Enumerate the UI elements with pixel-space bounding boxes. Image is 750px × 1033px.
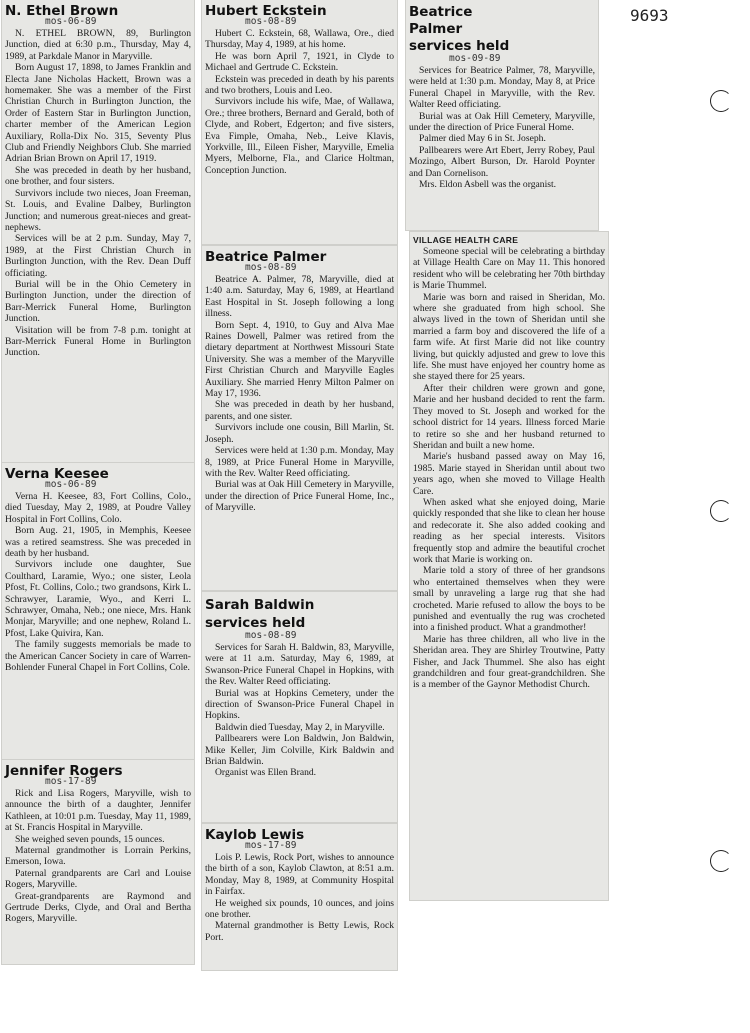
paragraph: Eckstein was preceded in death by his parents and two brothers, Louis and Leo. [205, 73, 394, 97]
clipping-title: Verna Keesee [5, 466, 109, 482]
paragraph: Burial will be in the Ohio Cemetery in Burlington Junction, under the direction of Barr-Merrick Funeral Home, Burlington Junction. [5, 278, 191, 325]
clipping-title: Jennifer Rogers [5, 763, 123, 779]
clipping-title: N. Ethel Brown [5, 3, 119, 19]
paragraph: Visitation will be from 7-8 p.m. tonight at Barr-Merrick Funeral Home in Burlington Junction. [5, 324, 191, 359]
paragraph: Marie told a story of three of her grandsons who entertained themselves when they were small by unraveling a large rug that she had crocheted. Marie refused to allow the boys to be punished and eventually the rug was crocheted into a finished product. What a grandmother! [413, 565, 605, 634]
handwritten-date: mos-17-89 [245, 840, 297, 851]
handwritten-date: mos-08-89 [245, 630, 297, 641]
paragraph: She was preceded in death by her husband, one brother, and four sisters. [5, 164, 191, 188]
paragraph: Great-grandparents are Raymond and Gertrude Derks, Clyde, and Oral and Bertha Rogers, Maryville. [5, 890, 191, 925]
paragraph: Organist was Ellen Brand. [215, 767, 317, 779]
clipping-sarah-baldwin [202, 592, 397, 822]
paragraph: Paternal grandparents are Carl and Louise Rogers, Maryville. [5, 867, 191, 891]
paragraph: Born Sept. 4, 1910, to Guy and Alva Mae Raines Dowell, Palmer was retired from the dietary department at Northwest Missouri State University. She was a member of the Maryville First Christian Church and Maryville Eagles Auxiliary. She married Henry Milton Palmer on May 17, 1936. [205, 319, 394, 400]
clipping-verna-keesee [2, 463, 194, 761]
paragraph: Burial was at Hopkins Cemetery, under the direction of Swanson-Price Funeral Chapel in Hopkins. [205, 687, 394, 722]
paragraph: Survivors include one cousin, Bill Marlin, St. Joseph. [205, 422, 394, 445]
paragraph: Born Aug. 21, 1905, in Memphis, Keesee was a retired seamstress. She was preceded in death by her husband. [5, 525, 191, 560]
handwritten-date: mos-06-89 [45, 479, 97, 490]
handwritten-date: mos-08-89 [245, 16, 297, 27]
paragraph: Services for Beatrice Palmer, 78, Maryville, were held at 1:30 p.m. Monday, May 8, at Price Funeral Chapel in Maryville, with the Rev. Walter Reed officiating. [409, 65, 595, 111]
paragraph: Palmer died May 6 in St. Joseph. [419, 133, 546, 145]
handwritten-date: mos-17-89 [45, 776, 97, 787]
binder-hole-bottom [710, 850, 732, 872]
paragraph: Verna H. Keesee, 83, Fort Collins, Colo., died Tuesday, May 2, 1989, at Poudre Valley Hospital in Fort Collins, Colo. [5, 491, 191, 525]
clipping-title: Beatrice Palmer [205, 249, 327, 265]
paragraph: Services were held at 1:30 p.m. Monday, May 8, 1989, at Price Funeral Home in Maryville, with the Rev. Walter Reed officiating. [205, 445, 394, 479]
paragraph: He weighed six pounds, 10 ounces, and joins one brother. [205, 897, 394, 921]
paragraph: Marie's husband passed away on May 16, 1985. Marie stayed in Sheridan until about two years ago, when she moved to Village Health Care. [413, 451, 605, 497]
handwritten-date: mos-06-89 [45, 16, 97, 27]
paragraph: Survivors include his wife, Mae, of Wallawa, Ore.; three brothers, Bernard and Gerald, both of Clyde, and Robert, Edgerton; and five sisters, Eva Fimple, Omaha, Neb., Leive Klavis, Yorkville, Ill., Eileen Fisher, Maryville, Emelia Myers, Melborne, Fla., and Clarice Holtman, Conception Junction. [205, 96, 394, 176]
clipping-title: Beatrice Palmer services held [409, 4, 510, 54]
paragraph: Baldwin died Tuesday, May 2, in Maryville. [215, 721, 385, 733]
paragraph: Marie was born and raised in Sheridan, Mo. where she graduated from high school. She always lived in the town of Sheridan until she married a farm boy and discovered the life of a farm wife. At first Marie did not like country living, but quickly adjusted and grew to love this life. She must have enjoyed her country home as she stayed there for 25 years. [413, 291, 605, 383]
column-heading: VILLAGE HEALTH CARE [413, 235, 519, 245]
paragraph: Burial was at Oak Hill Cemetery in Maryville, under the direction of Price Funeral Home, Inc., of Maryville. [205, 479, 394, 514]
paragraph: Rick and Lisa Rogers, Maryville, wish to announce the birth of a daughter, Jennifer Kathleen, at 10:01 p.m. Tuesday, May 11, 1989, at St. Francis Hospital in Maryville. [5, 788, 191, 834]
clipping-beatrice-palmer [202, 246, 397, 590]
paragraph: Born August 17, 1898, to James Franklin and Electa Jane Nicholas Hackett, Brown was a homemaker. She was a member of the First Christian Church in Burlington Junction, the Order of Eastern Star in Burlington Junction, charter member of the American Legion Auxiliary, Rolla-Dix No. 315, Seventy Plus Club and Friendly Neighbors Club. She married Adrian Brian Brown on April 17, 1919. [5, 62, 191, 165]
paragraph: Services will be at 2 p.m. Sunday, May 7, 1989, at the First Christian Church in Burlington Junction, with the Rev. Dean Duff officiating. [5, 233, 191, 279]
paragraph: Burial was at Oak Hill Cemetery, Maryville, under the direction of Price Funeral Home. [409, 110, 595, 134]
paragraph: Maternal grandmother is Lorrain Perkins, Emerson, Iowa. [5, 845, 191, 868]
paragraph: Someone special will be celebrating a birthday at Village Health Care on May 11. This honored resident who will be celebrating her 70th birthday is Marie Thummel. [413, 246, 605, 292]
handwritten-date: mos-09-89 [449, 53, 501, 64]
paragraph: After their children were grown and gone, Marie and her husband decided to rent the farm. They moved to St. Joseph and worked for the school district for 14 years. Illness forced Marie to retire so she and her husband returned to Sheridan and built a new home. [413, 382, 605, 451]
paragraph: Beatrice A. Palmer, 78, Maryville, died at 1:40 a.m. Saturday, May 6, 1989, at Heartland East Hospital in St. Joseph following a long illness. [205, 274, 394, 320]
paragraph: She was preceded in death by her husband, parents, and one sister. [205, 399, 394, 422]
clipping-hubert-eckstein [202, 0, 397, 244]
clipping-title: Kaylob Lewis [205, 827, 305, 843]
paragraph: Survivors include two nieces, Joan Freeman, St. Louis, and Evaline Dalbey, Burlington Junction; and numerous great-nieces and great-nephews. [5, 187, 191, 233]
clipping-ethel-brown [2, 0, 194, 464]
paragraph: She weighed seven pounds, 15 ounces. [15, 833, 165, 845]
binder-hole-middle [710, 500, 732, 522]
binder-hole-top [710, 90, 732, 112]
clipping-beatrice-palmer-services [406, 0, 598, 230]
paragraph: Pallbearers were Lon Baldwin, Jon Baldwin, Mike Keller, Jim Colville, Kirk Baldwin and Brian Baldwin. [205, 733, 394, 768]
paragraph: Maternal grandmother is Betty Lewis, Rock Port. [205, 920, 394, 943]
clipping-title: Sarah Baldwin services held [205, 597, 315, 631]
paragraph: N. ETHEL BROWN, 89, Burlington Junction, died at 6:30 p.m., Thursday, May 4, 1989, at Parkdale Manor in Maryville. [5, 28, 191, 62]
paragraph: Services for Sarah H. Baldwin, 83, Maryville, were at 11 a.m. Saturday, May 6, 1989, at Swanson-Price Funeral Chapel in Hopkins, with the Rev. Walter Reed officiating. [205, 642, 394, 688]
clipping-kaylob-lewis [202, 824, 397, 970]
paragraph: He was born April 7, 1921, in Clyde to Michael and Gertrude C. Eckstein. [205, 50, 394, 74]
paragraph: Survivors include one daughter, Sue Coulthard, Laramie, Wyo.; one sister, Leola Pfost, Ft. Collins, Colo.; two grandsons, Kirk L. Schrawyer, Laramie, Wyo., and Kerri L. Schrawyer, Omaha, Neb.; one niece, Mrs. Hank Monjar, Maryville; and one nephew, Roland L. Pfost, Lake Quivira, Kan. [5, 559, 191, 639]
handwritten-date: mos-08-89 [245, 262, 297, 273]
clipping-title: Hubert Eckstein [205, 3, 327, 19]
paragraph: The family suggests memorials be made to the American Cancer Society in care of Warren-Bohlender Funeral Chapel in Fort Collins, Cole. [5, 639, 191, 674]
paragraph: Hubert C. Eckstein, 68, Wallawa, Ore., died Thursday, May 4, 1989, at his home. [205, 28, 394, 51]
paragraph: When asked what she enjoyed doing, Marie quickly responded that she like to clean her house and redecorate it. She also added cooking and reading as her special interests. Visitors frequently stop and admire the beautiful crochet work that Marie is working on. [413, 496, 605, 565]
paragraph: Marie has three children, all who live in the Sheridan area. They are Shirley Troutwine, Patty Fisher, and Jack Thummel. She also has eight grandchildren and four great-grandchildren. She is a member of the Gaynor Methodist Church. [413, 633, 605, 691]
paragraph: Lois P. Lewis, Rock Port, wishes to announce the birth of a son, Kaylob Clawton, at 8:51 a.m. Monday, May 8, 1989, at Community Hospital in Fairfax. [205, 852, 394, 898]
paragraph: Pallbearers were Art Ebert, Jerry Robey, Paul Mozingo, Albert Burson, Dr. Harold Poynter and Dan Cornelison. [409, 144, 595, 179]
clipping-village-health-care [410, 232, 608, 900]
page-number: 9693 [630, 6, 669, 25]
clipping-jennifer-rogers [2, 760, 194, 964]
paragraph: Mrs. Eldon Asbell was the organist. [419, 179, 557, 191]
